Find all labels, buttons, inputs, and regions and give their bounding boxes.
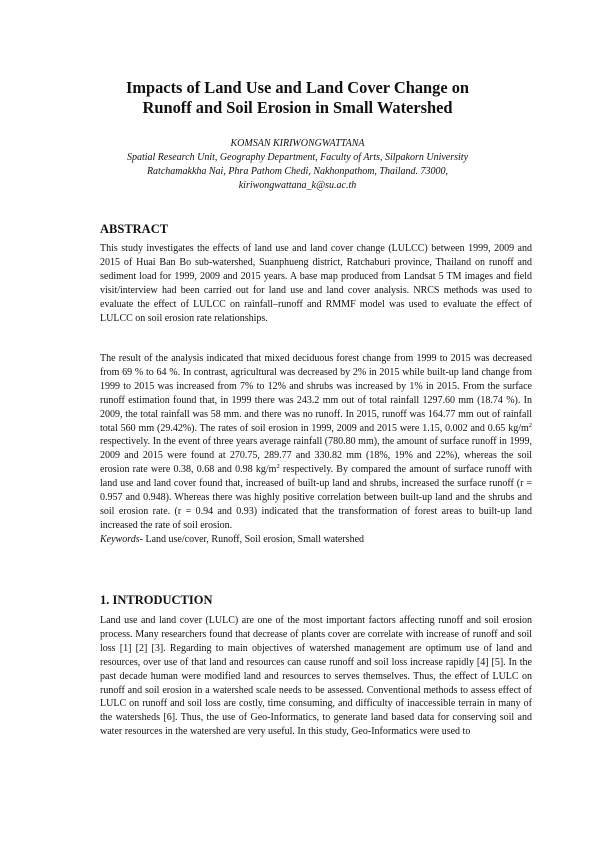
abstract-paragraph-2-part-c: respectively. By compared the amount of surface runoff with land use and land cover found that, increased of built-up land and shrubs, increased the surface runoff (r = 0.957 and 0.948). Whereas there was highly positive correlation between built-up land and the shrubs and soil erosion rate. (r = 0.94 and 0.93) indicated that the transformation of forest areas to built-up land increased the rate of soil erosion. (100, 464, 532, 531)
keywords-line (100, 533, 532, 547)
paper-title (60, 78, 535, 118)
keywords-text: Land use/cover, Runoff, Soil erosion, Small watershed (142, 533, 365, 545)
superscript-2: 2 (528, 421, 532, 429)
paper-title-line-1: Impacts of Land Use and Land Cover Change on (125, 78, 470, 97)
author-affiliation (60, 151, 535, 193)
abstract-paragraph-2-part-b: respectively. In the event of three years average rainfall (780.80 mm), the amount of surface runoff in 1999, 2009 and 2015 were found at 270.75, 289.77 and 330.82 mm (18%, 19% and 22%), whereas the soil erosion rate were 0.38, 0.68 and 0.98 kg/m (100, 436, 532, 476)
keywords-label: Keywords- (100, 533, 143, 545)
author-email: kiriwongwattana_k@su.ac.th (238, 180, 357, 191)
abstract-paragraph-1: This study investigates the effects of land use and land cover change (LULCC) between 1999, 2009 and 2015 of Huai Ban Bo sub-watershed, Suanphueng district, Ratchaburi province, Thailand on runoff and sediment load for 1999, 2009 and 2015 years. A base map produced from Landsat 5 TM images and field visit/interview had been carried out for land use and land cover analysis. NRCS methods was used to evaluate the effect of LULCC on rainfall–runoff and RMMF model was used to evaluate the effect of LULCC on soil erosion rate relationships. (100, 243, 532, 324)
author-name: KOMSAN KIRIWONGWATTANA (230, 138, 365, 149)
paper-title-line-2: Runoff and Soil Erosion in Small Watershed (142, 98, 453, 117)
superscript-2: 2 (276, 463, 280, 471)
introduction-heading: 1. INTRODUCTION (100, 593, 213, 607)
abstract-paragraph-2 (100, 352, 532, 547)
affiliation-line-1: Spatial Research Unit, Geography Department, Faculty of Arts, Silpakorn University (126, 152, 469, 163)
introduction-paragraph-1: Land use and land cover (LULC) are one of the most important factors affecting runoff and soil erosion process. Many researchers found that decrease of plants cover are correlate with increase of runoff and soil loss [1] [2] [3]. Regarding to main objectives of watershed management are optimum use of land and resources, over use of that land and resources can cause runoff and soil loss increase rapidly [4] [5]. In the past decade human were modified land and resources to serves themselves. Thus, the effect of LULC on runoff and soil erosion in a watershed scale needs to be assessed. Conventional methods to assess effect of LULC on runoff and soil loss are costly, time consuming, and difficulty of inaccessible terrain in many of the watersheds [6]. Thus, the use of Geo-Informatics, to generate land based data for conserving soil and water resources in the watershed are very useful. In this study, Geo-Informatics were used to (100, 615, 532, 738)
affiliation-line-2: Ratchamakkha Nai, Phra Pathom Chedi, Nakhonpathom, Thailand. 73000, (146, 166, 449, 177)
abstract-heading: ABSTRACT (100, 222, 169, 236)
abstract-paragraph-2-part-a: The result of the analysis indicated that mixed deciduous forest change from 1999 to 2015 was decreased from 69 % to 64 %. In contrast, agricultural was decreased by 2% in 2015 while built-up land change from 1999 to 2015 was increased from 7% to 12% and shrubs was increased by 1% in 2015. From the surface runoff estimation found that, in 1999 there was 243.2 mm out of total rainfall 1297.60 mm (18.74 %). In 2009, the total rainfall was 58 mm. and there was no runoff. In 2015, runoff was 164.77 mm out of rainfall total 560 mm (29.42%). The rates of soil erosion in 1999, 2009 and 2015 were 1.15, 0.002 and 0.65 kg/m (100, 353, 532, 434)
